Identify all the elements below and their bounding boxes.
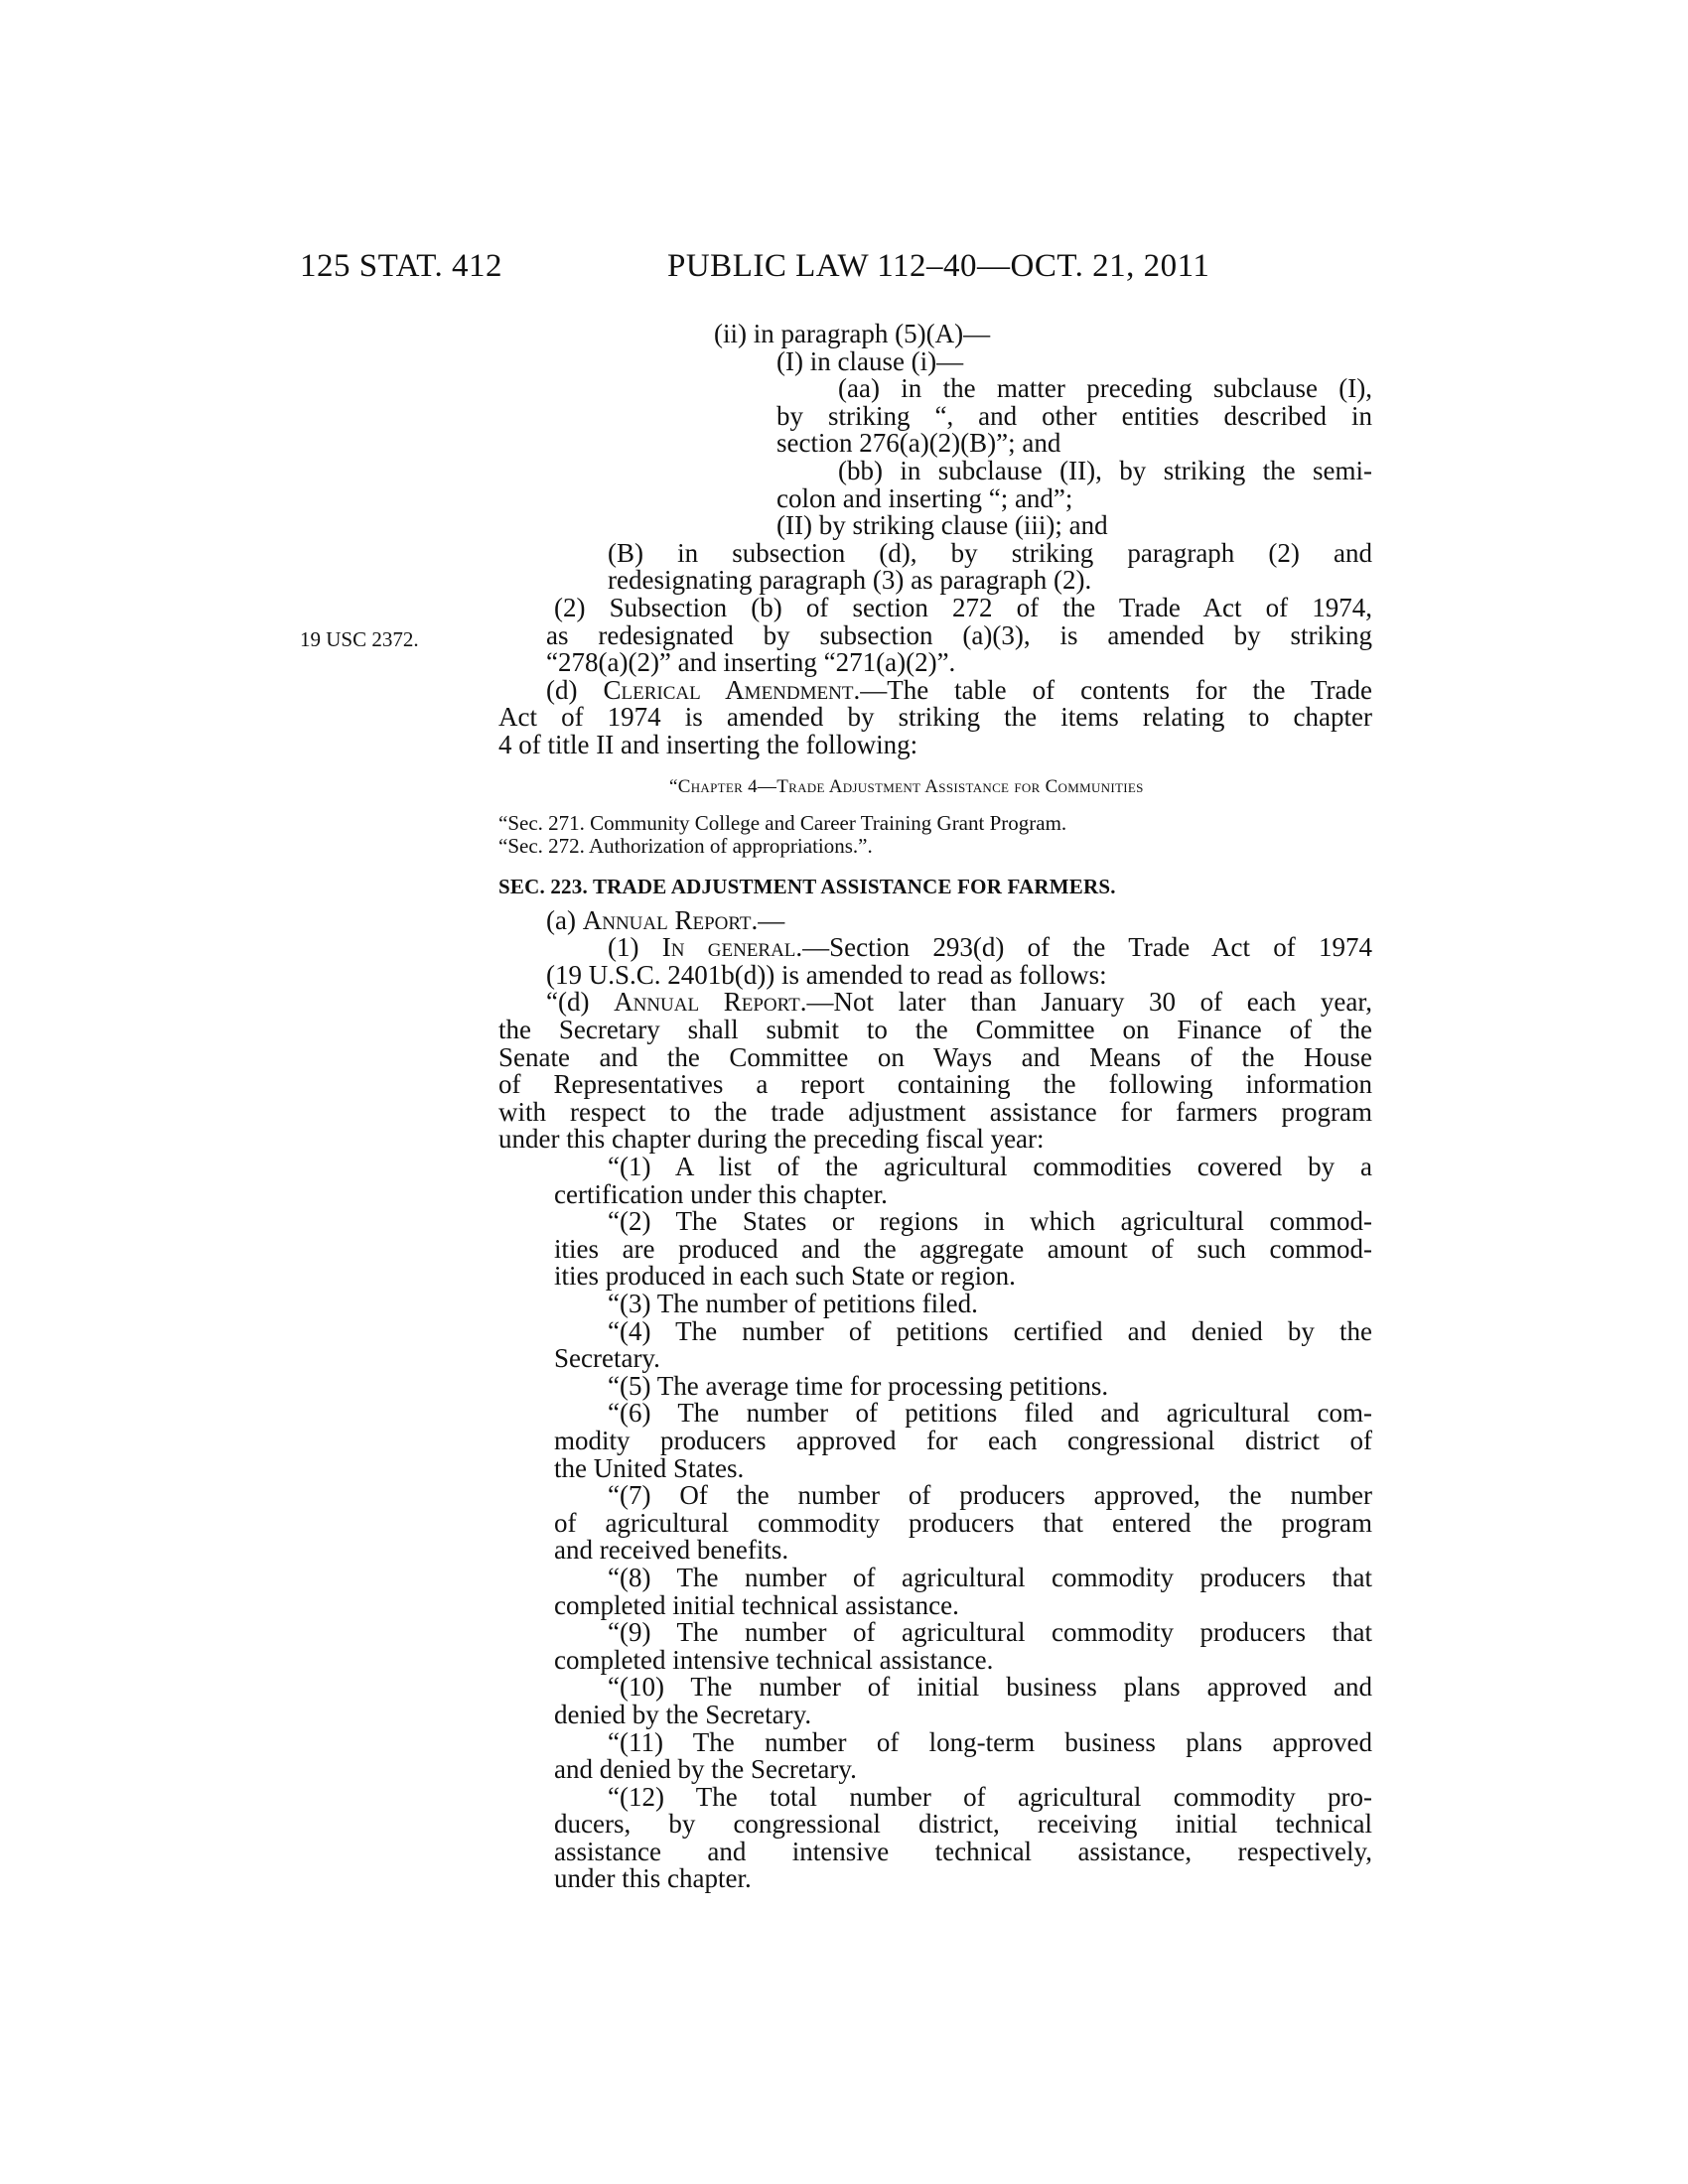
report-item: [498, 1482, 1372, 1565]
report-item-line: “(10) The number of initial business plans approved and: [608, 1672, 1372, 1703]
text-line: Senate and the Committee on Ways and Means of the House: [498, 1041, 1372, 1072]
text-line: (I) in clause (i)—: [776, 345, 964, 376]
report-item-line: completed initial technical assistance.: [554, 1589, 959, 1620]
report-item: [498, 1315, 1372, 1374]
report-item-line: denied by the Secretary.: [554, 1699, 812, 1729]
text-line: colon and inserting “; and”;: [776, 482, 1073, 513]
report-item-line: Secretary.: [554, 1343, 660, 1374]
report-item-line: assistance and intensive technical assistance, respectively,: [554, 1836, 1372, 1866]
text-line: section 276(a)(2)(B)”; and: [776, 428, 1061, 459]
report-item: [498, 1400, 1372, 1482]
report-item-line: ities are produced and the aggregate amount of such commod-: [554, 1233, 1372, 1264]
report-item-line: certification under this chapter.: [554, 1178, 888, 1209]
report-item: [498, 1562, 1372, 1620]
text-line: (II) by striking clause (iii); and: [776, 510, 1108, 541]
section-heading: SEC. 223. TRADE ADJUSTMENT ASSISTANCE FOR FARMERS.: [498, 875, 1116, 899]
report-item-line: the United States.: [554, 1452, 745, 1483]
clerical-amendment-text: .—The table of contents for the Trade: [853, 674, 1372, 705]
annual-report-label: “(d): [546, 987, 615, 1018]
subsection-a-title: Annual Report: [582, 904, 752, 935]
paragraph-1-line: [498, 934, 1372, 962]
text-line: (ii) in paragraph (5)(A)—: [714, 319, 991, 348]
report-item: [498, 1154, 1372, 1208]
annual-report-text: .—Not later than January 30 of each year,: [799, 987, 1372, 1018]
report-item-line: ducers, by congressional district, receiving initial technical: [554, 1809, 1372, 1840]
report-item: [498, 1619, 1372, 1674]
clerical-amendment-line: [498, 674, 1372, 705]
report-item-line: “(2) The States or regions in which agricultural commod-: [608, 1206, 1372, 1237]
text-line: (B) in subsection (d), by striking paragraph (2) and: [608, 537, 1372, 568]
report-item-line: and denied by the Secretary.: [554, 1754, 857, 1785]
toc-item: “Sec. 271. Community College and Career Training Grant Program.: [498, 811, 1067, 836]
text-line: Act of 1974 is amended by striking the items relating to chapter: [498, 702, 1372, 733]
toc-chapter-heading: “Chapter 4—Trade Adjustment Assistance for Communities: [669, 775, 1144, 797]
report-item: [498, 1208, 1372, 1291]
report-item-line: completed intensive technical assistance.: [554, 1644, 994, 1675]
text-line: redesignating paragraph (3) as paragraph (2).: [608, 565, 1092, 596]
report-item: [498, 1781, 1372, 1894]
text-line: of Representatives a report containing the following information: [498, 1069, 1372, 1100]
report-items-list: [498, 1154, 1372, 1893]
paragraph-1-label: (1): [608, 932, 662, 963]
toc-item: “Sec. 272. Authorization of appropriations.”.: [498, 834, 873, 859]
report-item: [498, 1370, 1372, 1401]
report-item-line: “(1) A list of the agricultural commodities covered by a: [608, 1152, 1372, 1182]
statute-page-number: 125 STAT. 412: [300, 248, 503, 284]
report-item-line: “(4) The number of petitions certified and denied by the: [608, 1315, 1372, 1346]
text-line: by striking “, and other entities described in: [776, 400, 1372, 431]
report-item-line: “(11) The number of long-term business plans approved: [608, 1726, 1372, 1757]
report-item-line: ities produced in each such State or region.: [554, 1261, 1016, 1292]
annual-report-line: [498, 989, 1372, 1017]
report-item-line: “(6) The number of petitions filed and agricultural com-: [608, 1398, 1372, 1429]
report-item-line: “(5) The average time for processing petitions.: [608, 1370, 1109, 1401]
clerical-amendment-title: Clerical Amendment: [603, 674, 854, 705]
report-item-line: “(8) The number of agricultural commodity producers that: [608, 1562, 1372, 1592]
text-line: (bb) in subclause (II), by striking the semi-: [838, 455, 1372, 485]
toc-list: [498, 812, 1372, 858]
text-line: under this chapter during the preceding fiscal year:: [498, 1124, 1045, 1155]
report-item-line: “(3) The number of petitions filed.: [608, 1289, 978, 1318]
report-item-line: modity producers approved for each congressional district of: [554, 1425, 1372, 1455]
subsection-a-heading: [498, 904, 1372, 935]
paragraph-1-title: In general: [661, 932, 796, 963]
text-line: “278(a)(2)” and inserting “271(a)(2)”.: [546, 647, 956, 678]
report-item-line: and received benefits.: [554, 1535, 789, 1566]
report-item-line: of agricultural commodity producers that entered the program: [554, 1507, 1372, 1538]
clerical-amendment-label: (d): [546, 674, 604, 705]
annual-report-title: Annual Report: [614, 987, 800, 1018]
subsection-a-label: (a): [546, 904, 583, 935]
report-item: [498, 1291, 1372, 1318]
text-line: (2) Subsection (b) of section 272 of the Trade Act of 1974,: [554, 592, 1372, 622]
text-line: (aa) in the matter preceding subclause (I),: [838, 373, 1372, 404]
report-item-line: “(7) Of the number of producers approved, the number: [608, 1480, 1372, 1511]
text-line: as redesignated by subsection (a)(3), is amended by striking: [546, 619, 1372, 650]
report-item: [498, 1674, 1372, 1728]
text-line: with respect to the trade adjustment assistance for farmers program: [498, 1096, 1372, 1127]
report-item-line: “(9) The number of agricultural commodity producers that: [608, 1617, 1372, 1648]
text-line: the Secretary shall submit to the Committee on Finance of the: [498, 1015, 1372, 1045]
body-text: [498, 321, 1372, 1893]
running-header-title: PUBLIC LAW 112–40—OCT. 21, 2011: [667, 248, 1210, 284]
text-line: (19 U.S.C. 2401b(d)) is amended to read as follows:: [546, 959, 1107, 990]
paragraph-1-text: .—Section 293(d) of the Trade Act of 1974: [795, 932, 1372, 963]
report-item-line: under this chapter.: [554, 1863, 752, 1894]
report-item-line: “(12) The total number of agricultural commodity pro-: [608, 1781, 1372, 1812]
text-line: 4 of title II and inserting the following:: [498, 729, 918, 759]
margin-citation: 19 USC 2372.: [300, 627, 419, 651]
report-item: [498, 1726, 1372, 1785]
subsection-a-dash: .—: [751, 904, 785, 935]
